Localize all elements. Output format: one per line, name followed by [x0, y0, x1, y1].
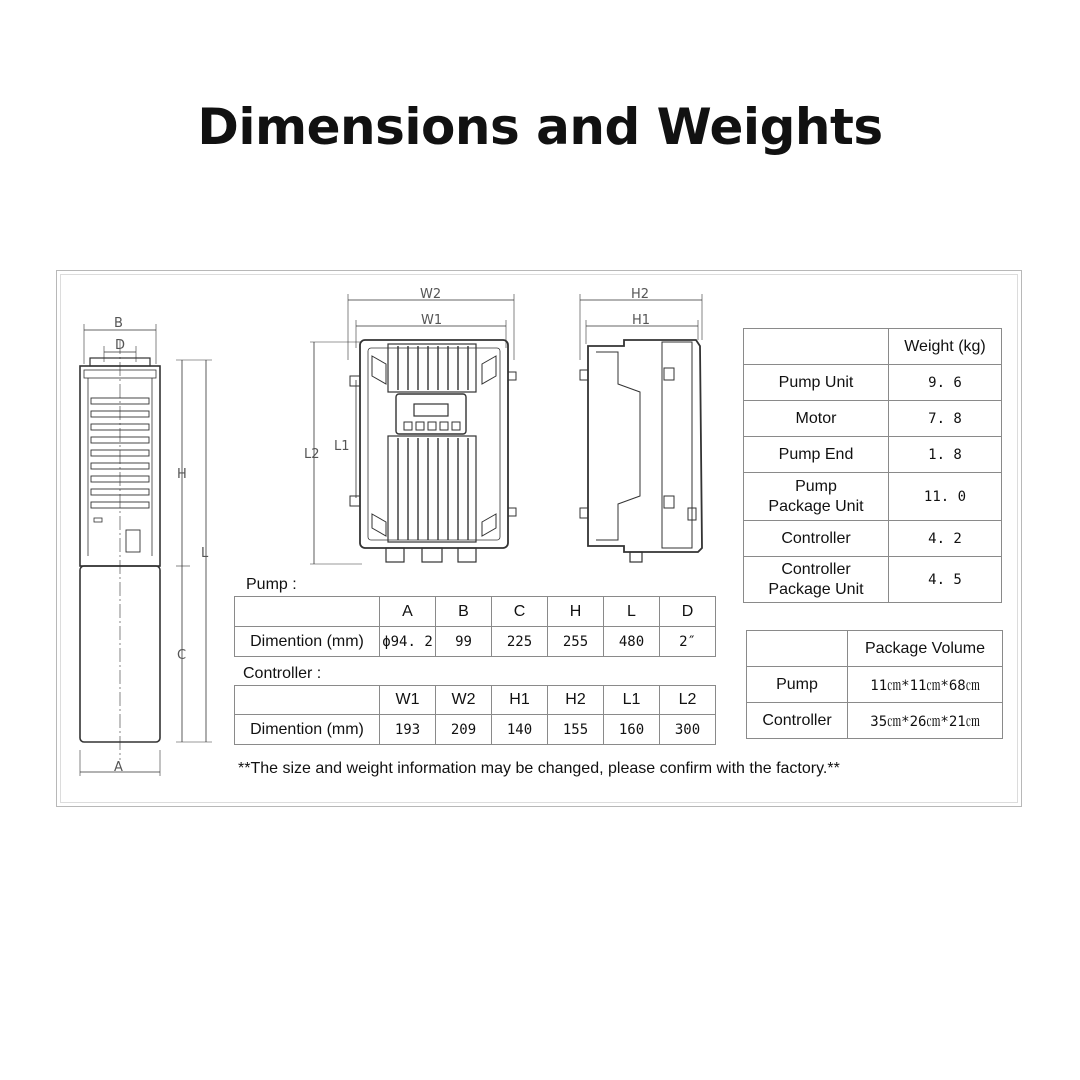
table-header-row [747, 631, 1003, 667]
table-header-cell: L1 [604, 686, 660, 715]
dim-label-W2: W2 [420, 287, 442, 302]
table-row-label: Pump End [744, 437, 889, 473]
table-cell: 2″ [660, 627, 716, 657]
table-row [747, 667, 1003, 703]
table-header-cell [744, 329, 889, 365]
table-row [235, 715, 716, 745]
table-cell: 4. 2 [889, 521, 1002, 557]
table-header-row [744, 329, 1002, 365]
dim-label-L2: L2 [304, 447, 320, 462]
table-cell: 209 [436, 715, 492, 745]
controller-section-label: Controller : [243, 665, 322, 682]
table-cell: 35㎝*26㎝*21㎝ [848, 703, 1003, 739]
table-header-cell: Weight (kg) [889, 329, 1002, 365]
table-row [744, 401, 1002, 437]
table-header-cell: H2 [548, 686, 604, 715]
table-row-label: Controller [747, 703, 848, 739]
table-header-cell [235, 597, 380, 627]
table-header-row [235, 597, 716, 627]
table-row-label: Dimention (mm) [235, 627, 380, 657]
table-header-cell [747, 631, 848, 667]
table-header-cell: Package Volume [848, 631, 1003, 667]
table-row [744, 437, 1002, 473]
table-header-cell: W1 [380, 686, 436, 715]
table-cell: 255 [548, 627, 604, 657]
table-header-cell: W2 [436, 686, 492, 715]
dim-label-B: B [114, 316, 123, 331]
disclaimer-note: **The size and weight information may be changed, please confirm with the factory.** [238, 760, 840, 777]
pump-drawing [80, 324, 212, 776]
table-cell: 11. 0 [889, 473, 1002, 521]
table-row [744, 557, 1002, 603]
table-header-cell: H [548, 597, 604, 627]
table-cell: ϕ94. 2 [380, 627, 436, 657]
table-cell: 4. 5 [889, 557, 1002, 603]
weight-table [743, 328, 1002, 603]
dim-label-W1: W1 [421, 313, 443, 328]
dim-label-D: D [115, 338, 126, 353]
table-row [744, 473, 1002, 521]
table-cell: 155 [548, 715, 604, 745]
table-cell: 99 [436, 627, 492, 657]
table-cell: 225 [492, 627, 548, 657]
table-row [744, 521, 1002, 557]
table-header-cell: C [492, 597, 548, 627]
table-cell: 193 [380, 715, 436, 745]
dim-label-L: L [201, 546, 209, 561]
pump-dimension-table [234, 596, 716, 657]
table-row [744, 365, 1002, 401]
table-cell: 11㎝*11㎝*68㎝ [848, 667, 1003, 703]
table-row-label: Controller [744, 521, 889, 557]
table-header-cell [235, 686, 380, 715]
dim-label-H1: H1 [632, 313, 651, 328]
pump-section-label: Pump : [246, 576, 297, 593]
dim-label-A: A [114, 760, 123, 775]
table-row [235, 627, 716, 657]
table-cell: 160 [604, 715, 660, 745]
table-cell: 480 [604, 627, 660, 657]
controller-front-drawing [310, 294, 516, 564]
table-row-label: Pump Unit [744, 365, 889, 401]
dim-label-L1: L1 [334, 439, 350, 454]
table-header-cell: H1 [492, 686, 548, 715]
table-cell: 9. 6 [889, 365, 1002, 401]
table-header-cell: B [436, 597, 492, 627]
table-header-cell: L [604, 597, 660, 627]
table-cell: 300 [660, 715, 716, 745]
dim-label-C: C [177, 648, 187, 663]
controller-side-drawing [580, 294, 702, 562]
table-row [747, 703, 1003, 739]
table-header-row [235, 686, 716, 715]
table-row-label: Pump Package Unit [744, 473, 889, 521]
table-cell: 1. 8 [889, 437, 1002, 473]
table-header-cell: A [380, 597, 436, 627]
table-row-label: Dimention (mm) [235, 715, 380, 745]
table-cell: 140 [492, 715, 548, 745]
controller-dimension-table [234, 685, 716, 745]
table-header-cell: L2 [660, 686, 716, 715]
table-row-label: Pump [747, 667, 848, 703]
table-row-label: Controller Package Unit [744, 557, 889, 603]
package-volume-table [746, 630, 1003, 739]
page-title: Dimensions and Weights [197, 98, 883, 156]
table-header-cell: D [660, 597, 716, 627]
dim-label-H2: H2 [631, 287, 650, 302]
dim-label-H: H [177, 467, 187, 482]
table-row-label: Motor [744, 401, 889, 437]
table-cell: 7. 8 [889, 401, 1002, 437]
